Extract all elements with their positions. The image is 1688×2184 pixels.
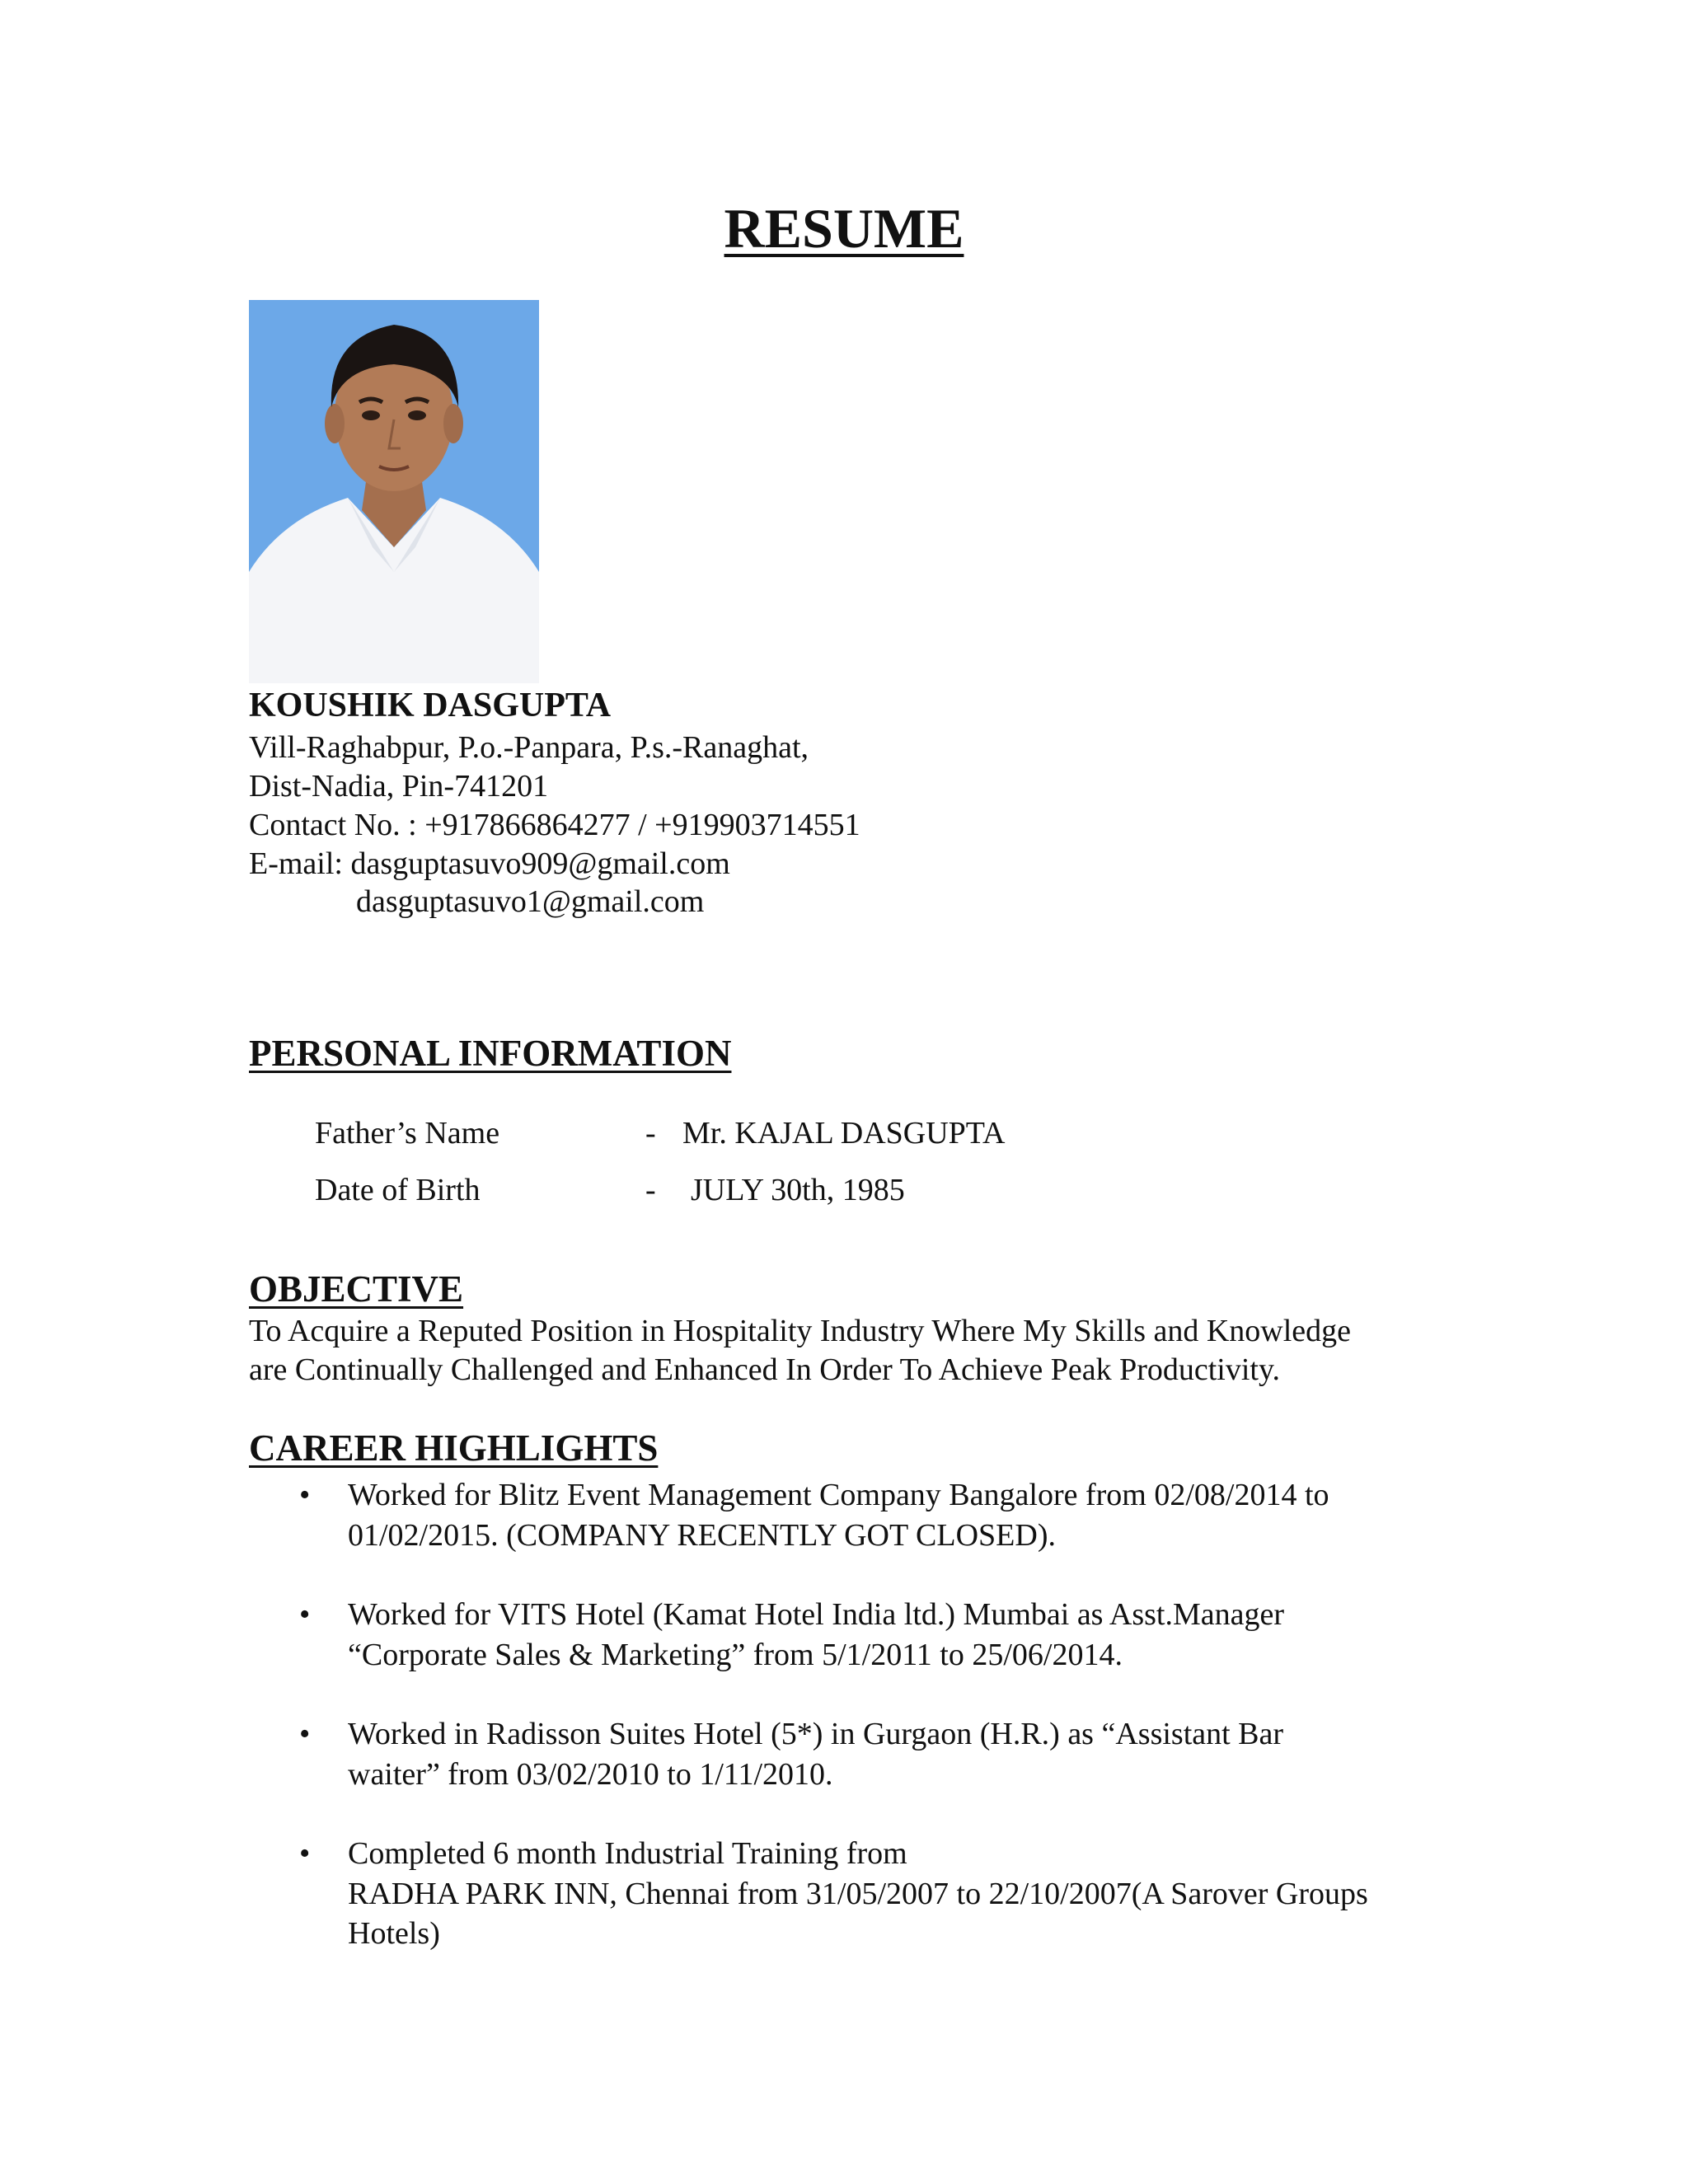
- career-item-1-line-1: Worked for Blitz Event Management Company Bangalore from 02/08/2014 to: [348, 1478, 1329, 1512]
- contact-number: Contact No. : +917866864277 / +919903714551: [249, 808, 860, 842]
- fathers-name-label: Father’s Name: [315, 1116, 500, 1151]
- career-item-4-line-3: Hotels): [348, 1916, 440, 1951]
- career-item-4-line-1: Completed 6 month Industrial Training from: [348, 1836, 907, 1871]
- career-item-3-line-2: waiter” from 03/02/2010 to 1/11/2010.: [348, 1757, 833, 1792]
- email-secondary: dasguptasuvo1@gmail.com: [356, 884, 705, 919]
- career-highlights-heading: CAREER HIGHLIGHTS: [249, 1427, 659, 1469]
- candidate-name: KOUSHIK DASGUPTA: [249, 687, 612, 724]
- profile-photo: [249, 300, 539, 683]
- bullet-icon: •: [299, 1836, 311, 1871]
- objective-heading: OBJECTIVE: [249, 1268, 464, 1310]
- date-of-birth-value: JULY 30th, 1985: [691, 1173, 905, 1207]
- bullet-icon: •: [299, 1597, 311, 1632]
- address-line-2: Dist-Nadia, Pin-741201: [249, 769, 549, 804]
- objective-line-2: are Continually Challenged and Enhanced In Order To Achieve Peak Productivity.: [249, 1352, 1280, 1387]
- objective-line-1: To Acquire a Reputed Position in Hospitality Industry Where My Skills and Knowledge: [249, 1314, 1352, 1348]
- fathers-name-value: Mr. KAJAL DASGUPTA: [682, 1116, 1006, 1151]
- career-item-4-line-2: RADHA PARK INN, Chennai from 31/05/2007 to 22/10/2007(A Sarover Groups: [348, 1877, 1368, 1911]
- career-item-1-line-2: 01/02/2015. (COMPANY RECENTLY GOT CLOSED).: [348, 1518, 1056, 1553]
- fathers-name-dash: -: [645, 1116, 656, 1151]
- address-line-1: Vill-Raghabpur, P.o.-Panpara, P.s.-Ranaghat,: [249, 730, 809, 765]
- resume-title: RESUME: [724, 197, 964, 260]
- email-primary: E-mail: dasguptasuvo909@gmail.com: [249, 846, 730, 881]
- date-of-birth-dash: -: [645, 1173, 656, 1207]
- career-item-2-line-1: Worked for VITS Hotel (Kamat Hotel India ltd.) Mumbai as Asst.Manager: [348, 1597, 1284, 1632]
- personal-information-heading: PERSONAL INFORMATION: [249, 1033, 732, 1074]
- bullet-icon: •: [299, 1478, 311, 1512]
- date-of-birth-label: Date of Birth: [315, 1173, 481, 1207]
- career-item-3-line-1: Worked in Radisson Suites Hotel (5*) in Gurgaon (H.R.) as “Assistant Bar: [348, 1717, 1284, 1751]
- career-item-2-line-2: “Corporate Sales & Marketing” from 5/1/2011 to 25/06/2014.: [348, 1638, 1123, 1672]
- bullet-icon: •: [299, 1717, 311, 1751]
- profile-photo-image: [249, 300, 539, 683]
